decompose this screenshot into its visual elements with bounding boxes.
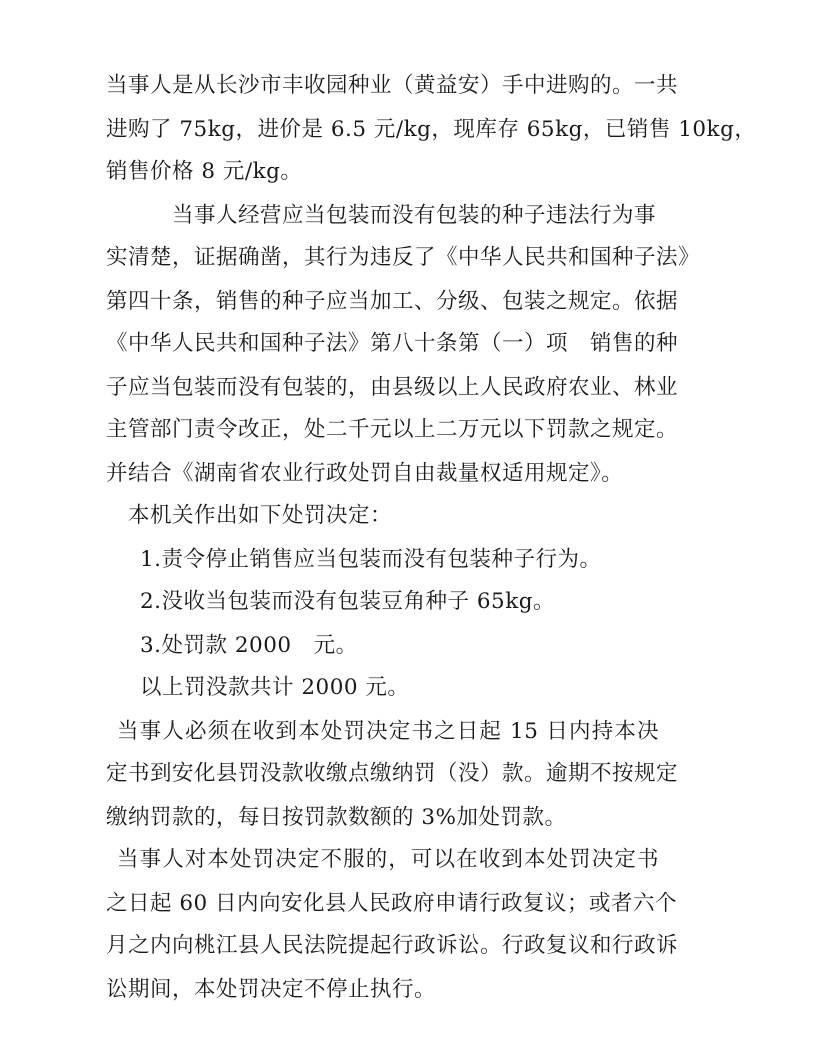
body-text-line: 当事人是从长沙市丰收园种业（黄益安）手中进购的。一共 <box>106 73 679 98</box>
body-text-line: 主管部门责令改正，处二千元以上二万元以下罚款之规定。 <box>106 417 679 442</box>
body-text-line: 当事人必须在收到本处罚决定书之日起 15 日内持本决 <box>117 719 659 744</box>
body-text-line: 《中华人民共和国种子法》第八十条第（一）项 销售的种 <box>106 331 679 356</box>
list-item: 3.处罚款 2000 元。 <box>140 633 358 658</box>
body-text-line: 并结合《湖南省农业行政处罚自由裁量权适用规定》。 <box>106 461 624 486</box>
body-text-line: 进购了 75kg，进价是 6.5 元/kg，现库存 65kg，已销售 10kg， <box>106 117 757 142</box>
body-text-line: 讼期间，本处罚决定不停止执行。 <box>106 977 437 1002</box>
body-text-line: 实清楚，证据确凿，其行为违反了《中华人民共和国种子法》 <box>106 245 701 270</box>
body-text-line: 子应当包装而没有包装的，由县级以上人民政府农业、林业 <box>106 375 679 400</box>
body-text-line: 销售价格 8 元/kg。 <box>106 159 303 184</box>
body-text-line: 以上罚没款共计 2000 元。 <box>140 675 410 700</box>
body-text-line: 缴纳罚款的，每日按罚款数额的 3%加处罚款。 <box>106 805 567 830</box>
body-text-line: 当事人经营应当包装而没有包装的种子违法行为事 <box>172 203 657 228</box>
list-item: 1.责令停止销售应当包装而没有包装种子行为。 <box>140 547 602 572</box>
body-text-line: 月之内向桃江县人民法院提起行政诉讼。行政复议和行政诉 <box>106 933 679 958</box>
body-text-line: 之日起 60 日内向安化县人民政府申请行政复议；或者六个 <box>106 891 678 916</box>
body-text-line: 定书到安化县罚没款收缴点缴纳罚（没）款。逾期不按规定 <box>106 761 679 786</box>
body-text-line: 当事人对本处罚决定不服的，可以在收到本处罚决定书 <box>117 847 659 872</box>
body-text-line: 第四十条，销售的种子应当加工、分级、包装之规定。依据 <box>106 289 679 314</box>
section-heading: 本机关作出如下处罚决定： <box>128 503 393 528</box>
list-item: 2.没收当包装而没有包装豆角种子 65kg。 <box>140 589 555 614</box>
